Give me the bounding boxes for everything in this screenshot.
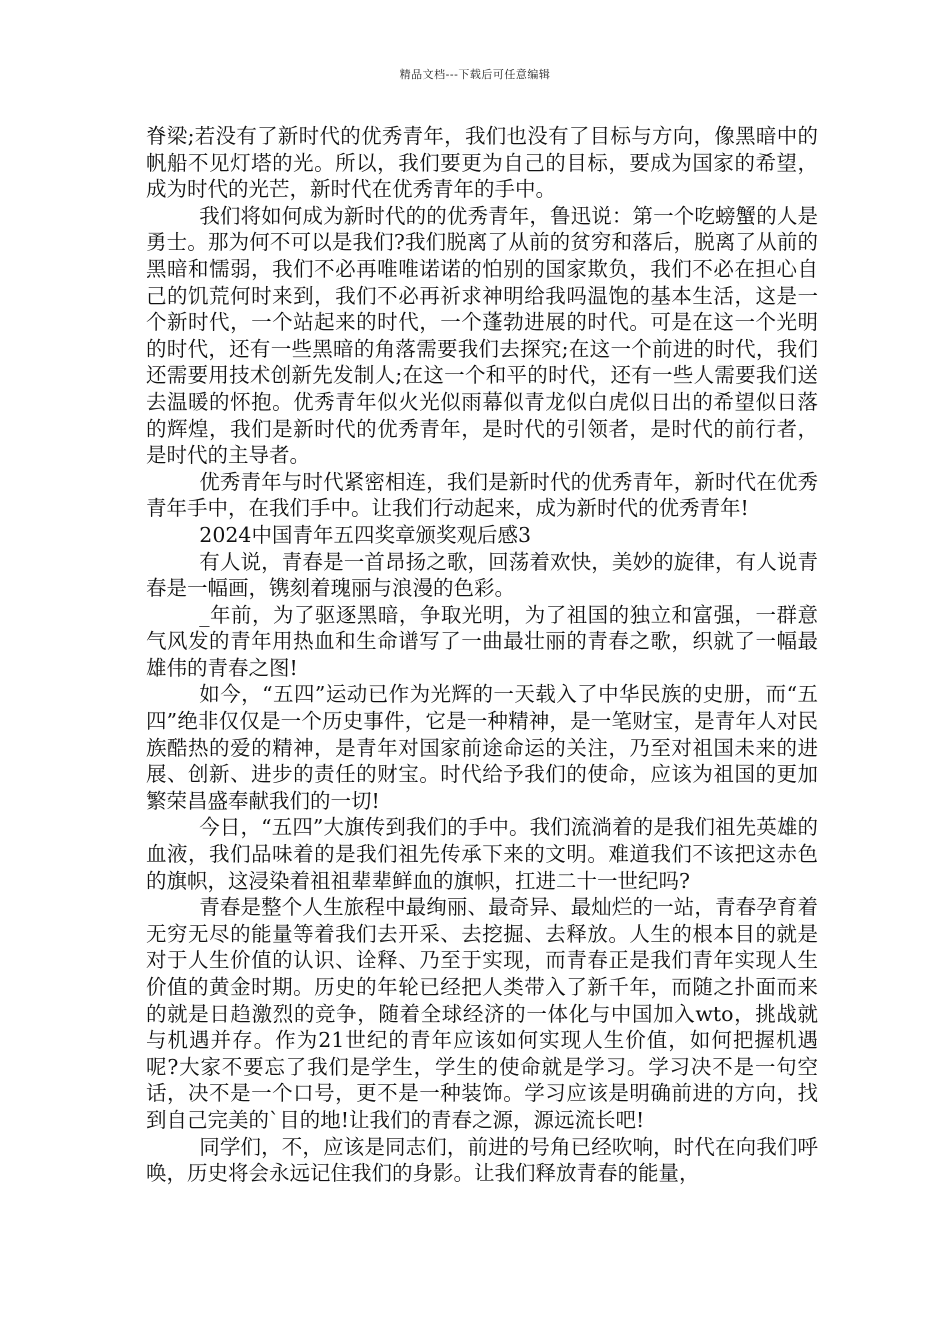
section-title: 2024中国青年五四奖章颁奖观后感3 — [199, 522, 532, 547]
page-header: 精品文档---下载后可任意编辑 — [399, 68, 551, 81]
paragraph: 青春是整个人生旅程中最绚丽、最奇异、最灿烂的一站，青春孕育着无穷无尽的能量等着我们去开采、去挖掘、去释放。人生的根本目的就是对于人生价值的认识、诠释、乃至于实现，而青春正是我们青年实现人生价值的黄金时期。历史的年轮已经把人类带入了新千年，而随之扑面而来的就是日趋激烈的竞争，随着全球经济的一体化与中国加入wto，挑战就与机遇并存。作为21世纪的青年应该如何实现人生价值，如何把握机遇呢?大家不要忘了我们是学生，学生的使命就是学习。学习决不是一句空话，决不是一个口号，更不是一种装饰。学习应该是明确前进的方向，找到自己完美的`目的地!让我们的青春之源，源远流长吧! — [146, 895, 818, 1132]
paragraph: 优秀青年与时代紧密相连，我们是新时代的优秀青年，新时代在优秀青年手中，在我们手中。让我们行动起来，成为新时代的优秀青年! — [146, 469, 818, 521]
paragraph: _年前，为了驱逐黑暗，争取光明，为了祖国的独立和富强，一群意气风发的青年用热血和生命谱写了一曲最壮丽的青春之歌，织就了一幅最雄伟的青春之图! — [146, 602, 818, 680]
paragraph: 今日，“五四”大旗传到我们的手中。我们流淌着的是我们祖先英雄的血液，我们品味着的是我们祖先传承下来的文明。难道我们不该把这赤色的旗帜，这浸染着祖祖辈辈鲜血的旗帜，扛进二十一世纪吗? — [146, 815, 818, 893]
paragraph: 同学们，不，应该是同志们，前进的号角已经吹响，时代在向我们呼唤，历史将会永远记住我们的身影。让我们释放青春的能量， — [146, 1134, 818, 1186]
paragraph: 如今，“五四”运动已作为光辉的一天载入了中华民族的史册，而“五四”绝非仅仅是一个历史事件，它是一种精神，是一笔财宝，是青年人对民族酷热的爱的精神，是青年对国家前途命运的关注，乃至对祖国未来的进展、创新、进步的责任的财宝。时代给予我们的使命，应该为祖国的更加繁荣昌盛奉献我们的一切! — [146, 682, 818, 813]
paragraph: 我们将如何成为新时代的的优秀青年，鲁迅说：第一个吃螃蟹的人是勇士。那为何不可以是我们?我们脱离了从前的贫穷和落后，脱离了从前的黑暗和懦弱，我们不必再唯唯诺诺的怕别的国家欺负，我们不必在担心自己的饥荒何时来到，我们不必再祈求神明给我吗温饱的基本生活，这是一个新时代，一个站起来的时代，一个蓬勃进展的时代。可是在这一个光明的时代，还有一些黑暗的角落需要我们去探究;在这一个前进的时代，我们还需要用技术创新先发制人;在这一个和平的时代，还有一些人需要我们送去温暖的怀抱。优秀青年似火光似雨幕似青龙似白虎似日出的希望似日落的辉煌，我们是新时代的优秀青年，是时代的引领者，是时代的前行者，是时代的主导者。 — [146, 203, 818, 468]
paragraph-continuation: 脊梁;若没有了新时代的优秀青年，我们也没有了目标与方向，像黑暗中的帆船不见灯塔的光。所以，我们要更为自己的目标，要成为国家的希望，成为时代的光芒，新时代在优秀青年的手中。 — [146, 124, 818, 202]
document-body — [146, 123, 818, 1187]
paragraph: 有人说，青春是一首昂扬之歌，回荡着欢快，美妙的旋律，有人说青春是一幅画，镌刻着瑰丽与浪漫的色彩。 — [146, 549, 818, 601]
